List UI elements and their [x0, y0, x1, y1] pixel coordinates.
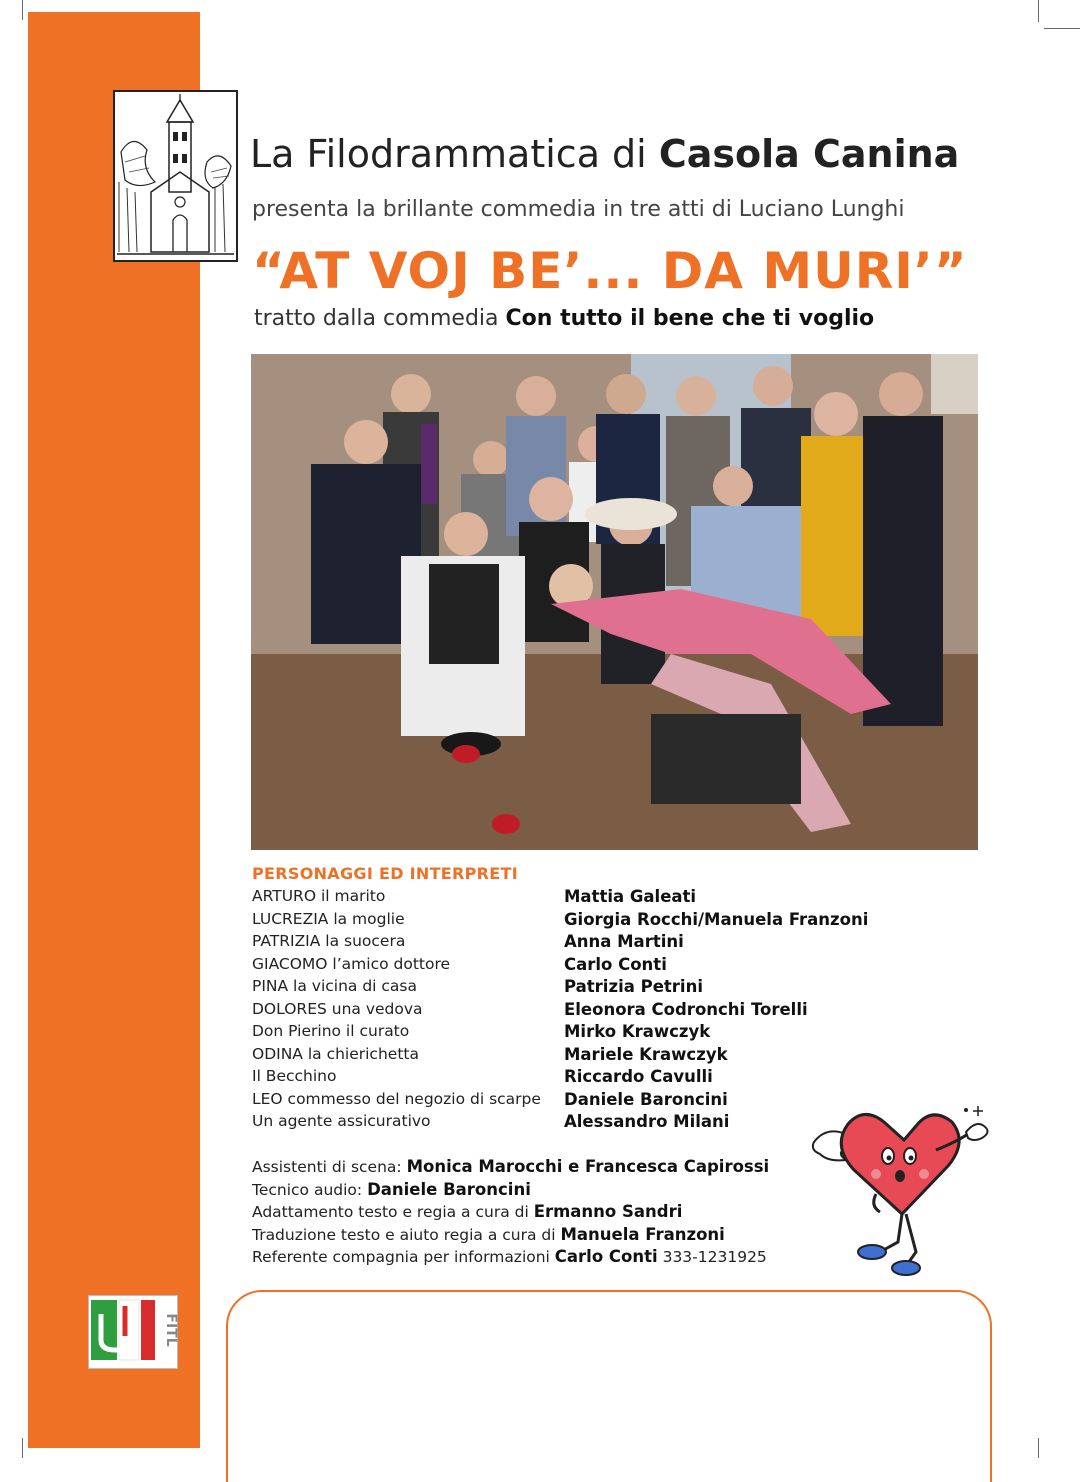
bottom-frame — [226, 1290, 992, 1482]
fitl-logo-icon — [88, 1295, 178, 1369]
fitl-text: FITL — [163, 1313, 179, 1347]
cast-actor: Eleonora Codronchi Torelli — [564, 999, 808, 1019]
cast-heading: PERSONAGGI ED INTERPRETI — [252, 864, 518, 883]
cast-actor: Daniele Baroncini — [564, 1089, 728, 1109]
cast-row — [252, 1022, 952, 1045]
company-prefix: La Filodrammatica di — [250, 132, 659, 176]
credit-value: Daniele Baroncini — [367, 1179, 531, 1199]
cast-row — [252, 1067, 952, 1090]
cast-actor: Giorgia Rocchi/Manuela Franzoni — [564, 909, 869, 929]
credit-value: Monica Marocchi e Francesca Capirossi — [406, 1157, 770, 1176]
credit-label: Traduzione testo e aiuto regia a cura di — [252, 1225, 561, 1244]
cast-actor: Mattia Galeati — [564, 887, 697, 906]
credit-label: Adattamento testo e regia a cura di — [252, 1203, 534, 1221]
crop-mark — [22, 0, 23, 20]
cast-row — [252, 887, 952, 910]
crop-mark — [1038, 1438, 1039, 1458]
running-heart-mascot-icon — [806, 1102, 998, 1280]
cast-role: DOLORES una vedova — [252, 999, 423, 1018]
contact-phone: 333-1231925 — [657, 1248, 767, 1266]
crop-mark — [1038, 0, 1039, 22]
cast-role: GIACOMO l’amico dottore — [252, 954, 451, 973]
cast-role: PINA la vicina di casa — [252, 977, 417, 995]
cast-role: PATRIZIA la suocera — [252, 932, 406, 950]
credit-label: Tecnico audio: — [252, 1180, 368, 1199]
cast-actor: Alessandro Milani — [564, 1112, 730, 1131]
subtitle-line — [254, 306, 874, 331]
crop-mark — [22, 1438, 23, 1458]
cast-actor: Anna Martini — [564, 932, 684, 951]
credit-assistants — [252, 1156, 769, 1179]
cast-list — [252, 887, 952, 1135]
subtitle-prefix: tratto dalla commedia — [254, 306, 506, 331]
crop-mark — [1044, 28, 1080, 29]
subtitle-bold: Con tutto il bene che ti voglio — [505, 306, 875, 331]
cast-row — [252, 977, 952, 1000]
credit-adaptation — [252, 1201, 769, 1224]
cast-row — [252, 1000, 952, 1023]
credit-value: Ermanno Sandri — [533, 1202, 683, 1221]
cast-actor: Riccardo Cavulli — [564, 1067, 713, 1086]
cast-actor: Mirko Krawczyk — [564, 1022, 711, 1041]
credits-block — [252, 1156, 769, 1269]
cast-photo — [251, 354, 978, 850]
credit-audio — [252, 1179, 769, 1202]
play-title: “AT VOJ BE’... DA MURI’” — [252, 242, 968, 300]
cast-row — [252, 910, 952, 933]
cast-actor: Patrizia Petrini — [564, 977, 703, 996]
cast-role: Il Becchino — [252, 1067, 337, 1085]
presents-line: presenta la brillante commedia in tre atti di Luciano Lunghi — [252, 197, 905, 222]
credit-label: Referente compagnia per informazioni — [252, 1248, 555, 1266]
cast-row — [252, 1045, 952, 1068]
credit-translation — [252, 1224, 769, 1247]
credit-value: Manuela Franzoni — [560, 1224, 725, 1244]
company-name: Casola Canina — [658, 132, 960, 176]
credit-label: Assistenti di scena: — [252, 1158, 407, 1176]
cast-row — [252, 955, 952, 978]
cast-actor: Carlo Conti — [564, 954, 667, 974]
contact-name: Carlo Conti — [554, 1247, 658, 1266]
cast-role: Don Pierino il curato — [252, 1022, 410, 1040]
cast-role: ARTURO il marito — [252, 887, 386, 905]
cast-row — [252, 932, 952, 955]
church-sketch-icon — [113, 90, 238, 262]
credit-contact — [252, 1246, 769, 1269]
cast-role: LEO commesso del negozio di scarpe — [252, 1089, 541, 1108]
company-line — [250, 132, 959, 176]
cast-role: ODINA la chierichetta — [252, 1044, 419, 1063]
cast-role: Un agente assicurativo — [252, 1112, 431, 1130]
cast-actor: Mariele Krawczyk — [564, 1044, 728, 1064]
cast-role: LUCREZIA la moglie — [252, 909, 405, 928]
